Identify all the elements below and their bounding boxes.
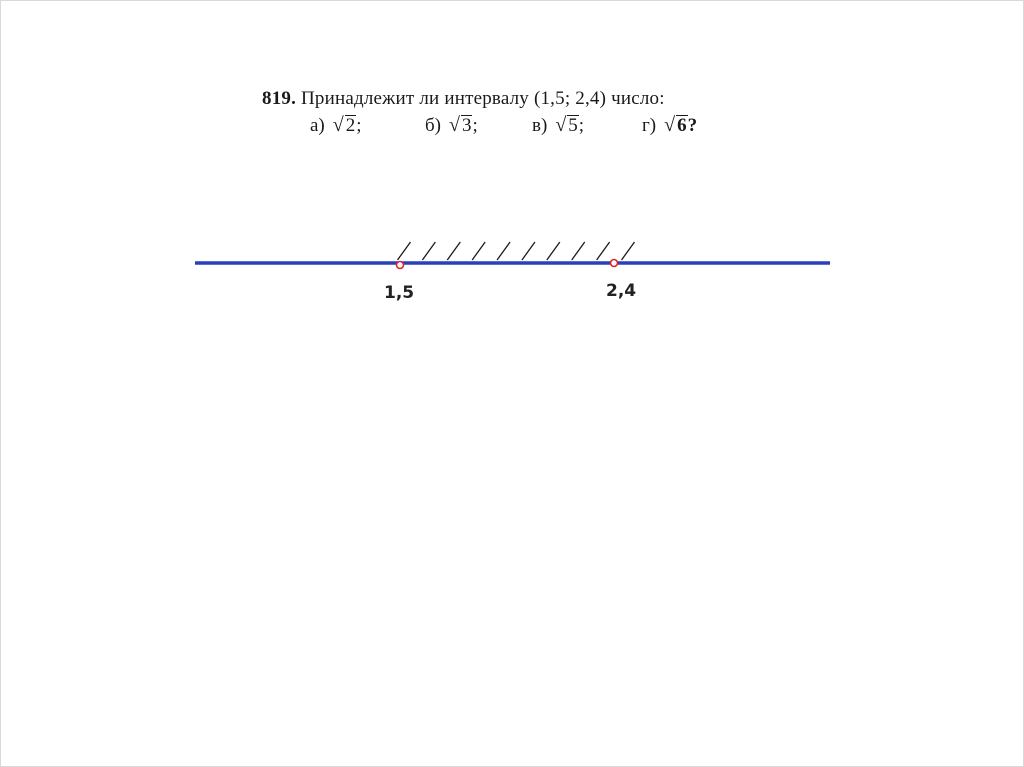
hatch-stroke bbox=[398, 242, 411, 260]
option-suffix: ; bbox=[472, 115, 478, 136]
hatch-stroke bbox=[572, 242, 585, 260]
hatch-stroke bbox=[422, 242, 435, 260]
hatch-stroke bbox=[447, 242, 460, 260]
option-suffix: ; bbox=[356, 115, 362, 136]
left-open-endpoint bbox=[397, 262, 404, 269]
option-letter: а) bbox=[310, 115, 325, 136]
option-suffix: ? bbox=[687, 115, 698, 136]
interval-hatching bbox=[398, 242, 635, 260]
option-radicand: 5 bbox=[568, 115, 578, 136]
hatch-stroke bbox=[547, 242, 560, 260]
right-endpoint-label: 2,4 bbox=[606, 281, 637, 301]
hatch-stroke bbox=[622, 242, 635, 260]
option-letter: в) bbox=[532, 115, 548, 136]
option-radicand: 3 bbox=[461, 115, 472, 136]
option-letter: б) bbox=[425, 115, 441, 136]
sqrt-symbol: √ bbox=[664, 114, 676, 136]
hatch-stroke bbox=[497, 242, 510, 260]
left-endpoint-label: 1,5 bbox=[384, 283, 415, 303]
option-suffix: ; bbox=[578, 115, 585, 136]
hatch-stroke bbox=[522, 242, 535, 260]
problem-number: 819. bbox=[262, 88, 297, 109]
option-radicand: 2 bbox=[345, 115, 356, 136]
option-letter: г) bbox=[642, 115, 657, 136]
sqrt-symbol: √ bbox=[449, 114, 460, 136]
sqrt-symbol: √ bbox=[332, 114, 344, 136]
sqrt-symbol: √ bbox=[555, 114, 567, 136]
option-radicand: 6 bbox=[677, 115, 687, 136]
hatch-stroke bbox=[472, 242, 485, 260]
hatch-stroke bbox=[597, 242, 610, 260]
right-open-endpoint bbox=[611, 260, 618, 267]
problem-question: Принадлежит ли интервалу (1,5; 2,4) число: bbox=[301, 88, 665, 109]
